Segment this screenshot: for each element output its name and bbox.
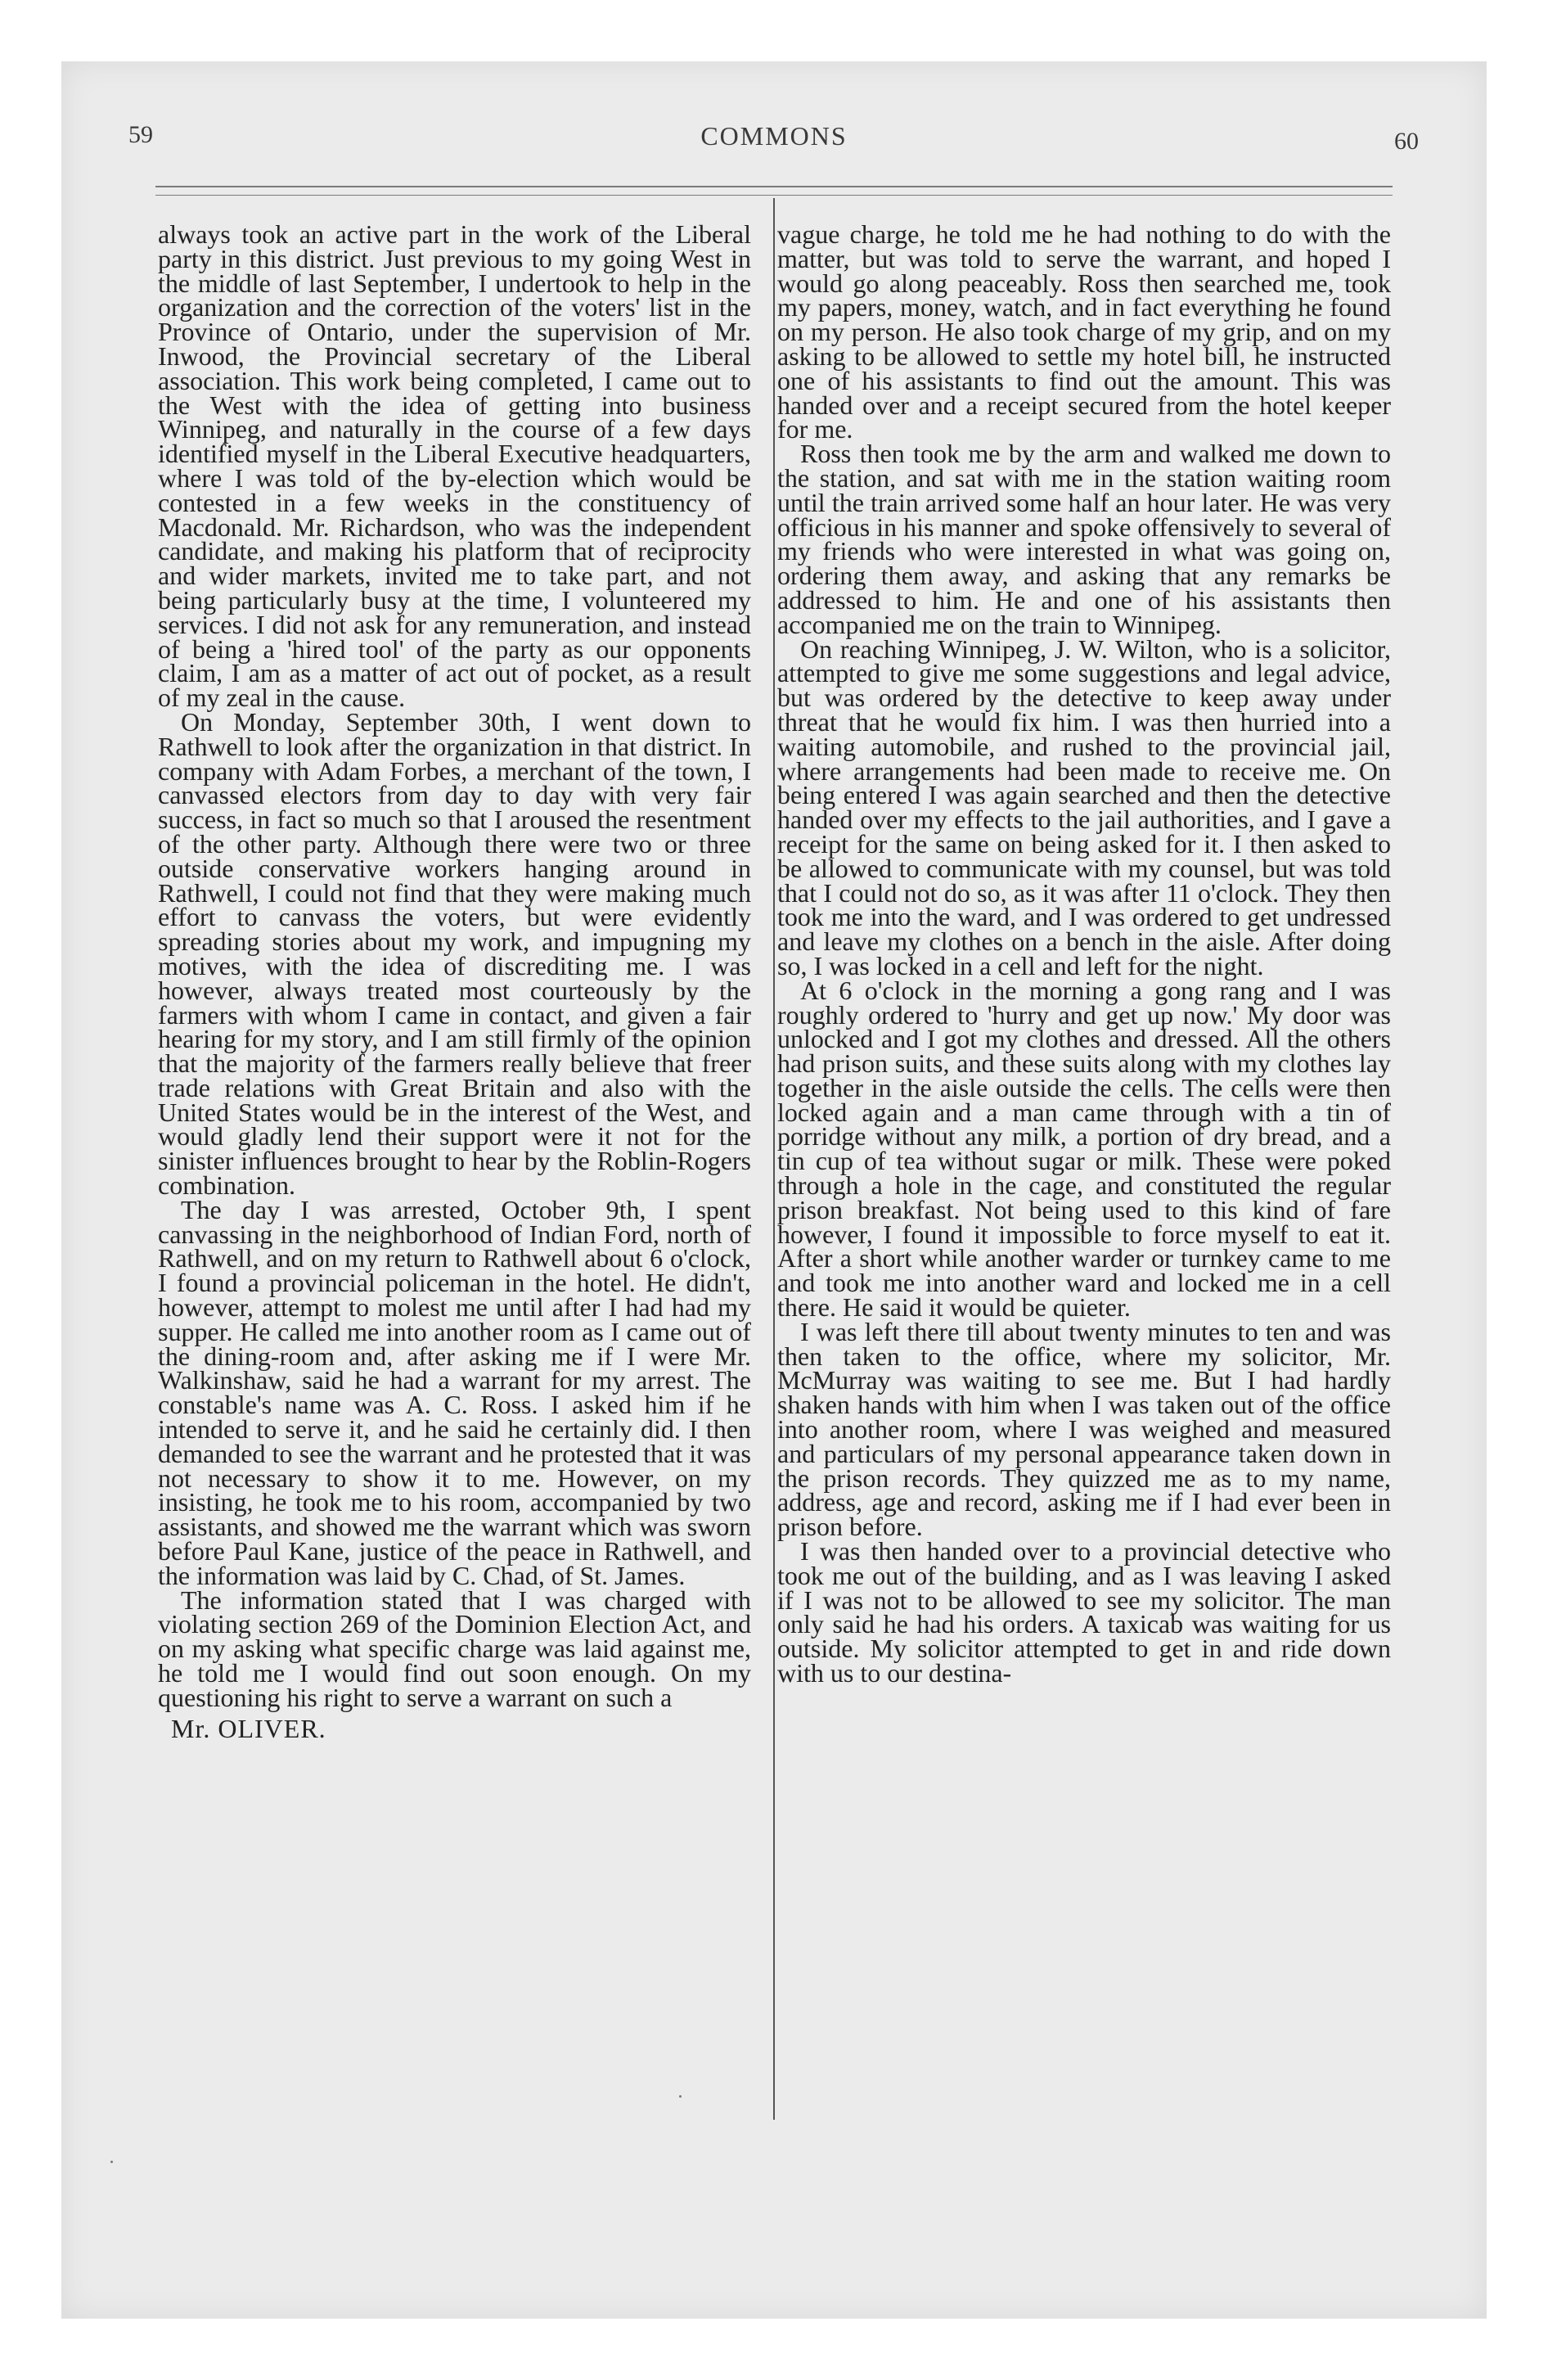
header-rule-bottom [155, 195, 1393, 196]
scan-speck [679, 2095, 682, 2098]
paragraph: I was then handed over to a provincial detective who took me out of the building, and as I was leaving I asked if I was not to be allowed to see my solicitor. The man only said he had his orders. A taxicab was waiting for us outside. My solicitor attempted to get in and ride down with us to our destina- [777, 1536, 1391, 1688]
right-column [777, 223, 1391, 2138]
page-header [0, 121, 1548, 162]
page-number-right: 60 [1394, 128, 1419, 155]
scan-speck [110, 2161, 113, 2163]
paragraph: always took an active part in the work of the Liberal party in this district. Just previous to my going West in the middle of last September, I undertook to help in the organization and the correction of the voters' list in the Province of Ontario, under the supervision of Mr. Inwood, the Provincial secretary of the Liberal association. This work being completed, I came out to the West with the idea of getting into business Winnipeg, and naturally in the course of a few days identified myself in the Liberal Executive headquarters, where I was told of the by-election which would be contested in a few weeks in the constituency of Macdonald. Mr. Richardson, who was the independent candidate, and making his platform that of reciprocity and wider markets, invited me to take part, and not being particularly busy at the time, I volunteered my services. I did not ask for any remuneration, and instead of being a 'hired tool' of the party as our opponents claim, I am as a matter of act out of pocket, as a result of my zeal in the cause. [158, 223, 751, 713]
left-column [158, 223, 751, 2138]
paragraph: Ross then took me by the arm and walked me down to the station, and sat with me in the station waiting room until the train arrived some half an hour later. He was very officious in his manner and spoke offensively to several of my friends who were interested in what was going on, ordering them away, and asking that any remarks be addressed to him. He and one of his assistants then accompanied me on the train to Winnipeg. [777, 439, 1391, 639]
paragraph: At 6 o'clock in the morning a gong rang and I was roughly ordered to 'hurry and get up now.' My door was unlocked and I got my clothes and dressed. All the others had prison suits, and these suits along with my clothes lay together in the aisle outside the cells. The cells were then locked again and a man came through with a tin of porridge without any milk, a portion of dry bread, and a tin cup of tea without sugar or milk. These were poked through a hole in the cage, and constituted the regular prison breakfast. Not being used to this kind of fare however, I found it impossible to force myself to eat it. After a short while another warder or turnkey came to me and took me into another ward and locked me in a cell there. He said it would be quieter. [777, 975, 1391, 1323]
speaker-label: Mr. OLIVER. [171, 1713, 326, 1743]
paragraph: vague charge, he told me he had nothing to do with the matter, but was told to serve the warrant, and hoped I would go along peaceably. Ross then searched me, took my papers, money, watch, and in fact everything he found on my person. He also took charge of my grip, and on my asking to be allowed to settle my hotel bill, he instructed one of his assistants to find out the amount. This was handed over and a receipt secured from the hotel keeper for me. [777, 223, 1391, 444]
paragraph: The information stated that I was charged with violating section 269 of the Dominion Election Act, and on my asking what specific charge was laid against me, he told me I would find out soon enough. On my questioning his right to serve a warrant on such a [158, 1584, 751, 1712]
paragraph: I was left there till about twenty minutes to ten and was then taken to the office, where my solicitor, Mr. McMurray was waiting to see me. But I had hardly shaken hands with him when I was taken out of the office into another room, where I was weighed and measured and particulars of my personal appearance taken down in the prison records. They quizzed me as to my name, address, age and record, asking me if I had ever been in prison before. [777, 1316, 1391, 1542]
running-head: COMMONS [700, 121, 848, 151]
paragraph: On Monday, September 30th, I went down to Rathwell to look after the organization in that district. In company with Adam Forbes, a merchant of the town, I canvassed electors from day to day with very fair success, in fact so much so that I aroused the resentment of the other party. Although there were two or three outside conservative workers hanging around in Rathwell, I could not find that they were making much effort to canvass the voters, but were evidently spreading stories about my work, and impugning my motives, with the idea of discrediting me. I was however, always treated most courteously by the farmers with whom I came in contact, and given a fair hearing for my story, and I am still firmly of the opinion that the majority of the farmers really believe that freer trade relations with Great Britain and also with the United States would be in the interest of the West, and would gladly lend their support were it not for the sinister influences brought to hear by the Roblin-Rogers combination. [158, 706, 751, 1201]
paragraph: The day I was arrested, October 9th, I spent canvassing in the neighborhood of Indian Ford, north of Rathwell, and on my return to Rathwell about 6 o'clock, I found a provincial policeman in the hotel. He didn't, however, attempt to molest me until after I had had my supper. He called me into another room as I came out of the dining-room and, after asking me if I were Mr. Walkinshaw, said he had a warrant for my arrest. The constable's name was A. C. Ross. I asked him if he intended to serve it, and he said he certainly did. I then demanded to see the warrant and he protested that it was not necessary to show it to me. However, on my insisting, he took me to his room, accompanied by two assistants, and showed me the warrant which was sworn before Paul Kane, justice of the peace in Rathwell, and the information was laid by C. Chad, of St. James. [158, 1194, 751, 1590]
page-number-left: 59 [128, 121, 153, 148]
paragraph: On reaching Winnipeg, J. W. Wilton, who is a solicitor, attempted to give me some suggestions and legal advice, but was ordered by the detective to keep away under threat that he would fix him. I was then hurried into a waiting automobile, and rushed to the provincial jail, where arrangements had been made to receive me. On being entered I was again searched and then the detective handed over my effects to the jail authorities, and I gave a receipt for the same on being asked for it. I then asked to be allowed to communicate with my counsel, but was told that I could not do so, as it was after 11 o'clock. They then took me into the ward, and I was ordered to get undressed and leave my clothes on a bench in the aisle. After doing so, I was locked in a cell and left for the night. [777, 633, 1391, 980]
column-divider [773, 198, 775, 2120]
header-rule-top [155, 186, 1393, 187]
